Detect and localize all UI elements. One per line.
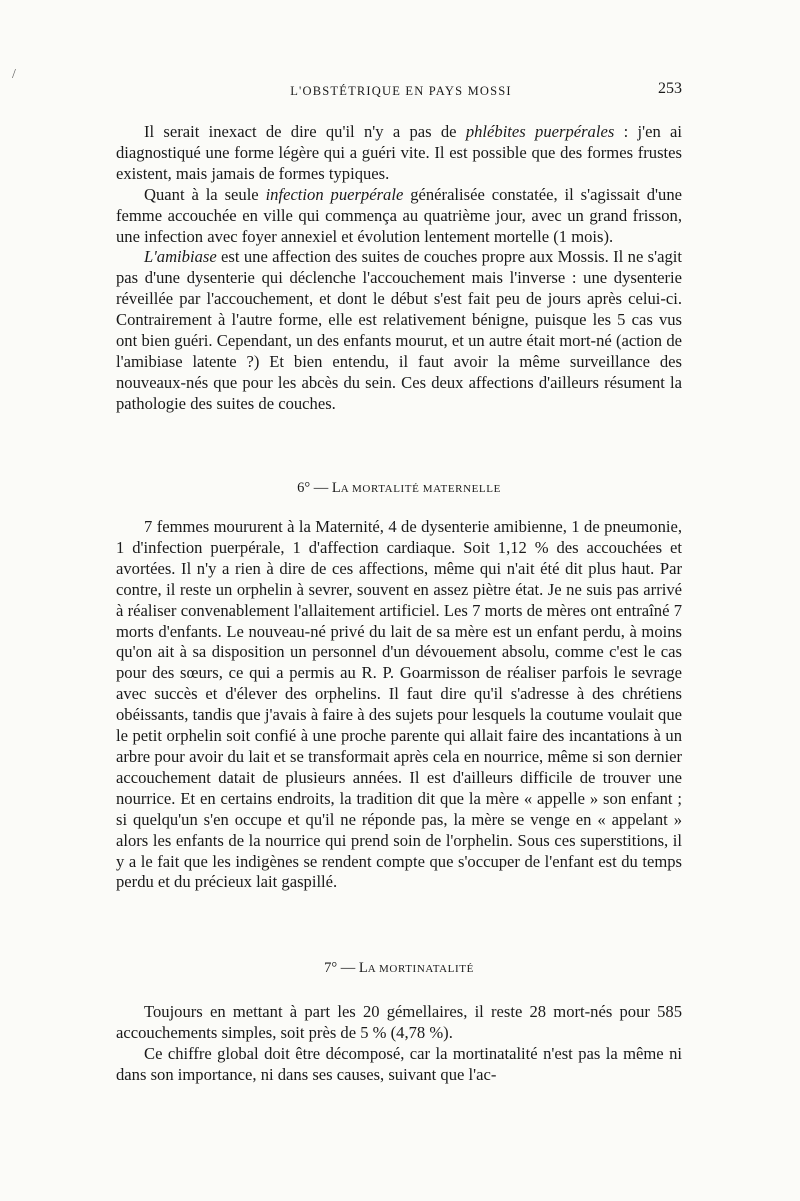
heading-small-caps: A MORTINATALITÉ [367,963,474,975]
section-heading-mortinatalite [116,960,682,977]
paragraph-gemellaires: Toujours en mettant à part les 20 gémellaires, il reste 28 mort-nés pour 585 accouchements simples, soit près de 5 % (4,78 %). [116,1002,682,1042]
running-head: L'OBSTÉTRIQUE EN PAYS MOSSI [290,84,512,98]
heading-dash: — [313,480,329,496]
section-suites-de-couches [116,122,682,415]
section-heading-mortalite [116,480,682,497]
italic-term: L'amibiase [144,247,217,267]
italic-term: infection puerpérale [265,184,404,204]
paragraph-text: est une affection des suites de couches propre aux Mossis. Il ne s'agit pas d'une dysenterie qui déclenche l'accouchement mais l'inverse : une dysenterie réveillée par l'accouchement, et dont le début s'est fait peu de jours après celui-ci. Contrairement à l'autre forme, elle est relativement bénigne, puisque les 5 cas vus ont bien guéri. Cependant, un des enfants mourut, et un autre était mort-né (action de l'amibiase latente ?) Et bien entendu, il faut avoir la même surveillance des nouveaux-nés que pour les abcès du sein. Ces deux affections d'ailleurs résument la pathologie des suites de couches. [116,247,682,413]
section-number: 6° [297,480,311,496]
paragraph-text: généralisée constatée, il s'agissait d'une femme accouchée en ville qui commença au quatrième jour, avec un grand frisson, une infection avec foyer annexiel et évolution lentement mortelle (1 mois). [116,184,682,246]
section-mortalite-body [116,517,682,893]
italic-term: phlébites puerpérales [465,122,615,141]
paragraph-phlebites [116,122,682,185]
section-mortinatalite-body [116,1002,682,1086]
heading-initial: L [358,960,368,976]
paragraph-infection [116,185,682,248]
heading-initial: L [331,480,341,496]
paragraph-amibiase [116,247,682,414]
section-number: 7° [324,960,338,976]
margin-pencil-mark: / [12,67,16,82]
heading-dash: — [340,960,356,976]
paragraph-text: Quant à la seule [144,184,266,204]
paragraph-text: Il serait inexact de dire qu'il n'y a pas de [144,122,466,141]
paragraph-mortalite: 7 femmes moururent à la Maternité, 4 de dysenterie amibienne, 1 de pneumonie, 1 d'infection puerpérale, 1 d'affection cardiaque. Soit 1,12 % des accouchées et avortées. Il n'y a rien à dire de ces affections, même qui n'ait été dit plus haut. Par contre, il reste un orphelin à sevrer, souvent en assez piètre état. Je ne suis pas arrivé à réaliser convenablement l'allaitement artificiel. Les 7 morts de mères ont entraîné 7 morts d'enfants. Le nouveau-né privé du lait de sa mère est un enfant perdu, à moins qu'on ait à sa disposition un personnel d'un dévouement absolu, comme c'est le cas pour des sœurs, ce qui a permis au R. P. Goarmisson de réaliser parfois le sevrage avec succès et d'élever des orphelins. Il faut dire qu'il s'adresse à des chrétiens obéissants, tandis que j'avais à faire à des sujets pour lesquels la coutume voulait que le petit orphelin soit confié à une proche parente qui allait faire des incantations à un arbre pour avoir du lait et se transformait après cela en nourrice, même si son dernier accouchement datait de plusieurs années. Il est d'ailleurs difficile de trouver une nourrice. Et en certains endroits, la tradition dit que la mère « appelle » son enfant ; si quelqu'un s'en occupe et qu'il ne réponde pas, la mère se venge en « appelant » alors les enfants de la nourrice qui prend soin de l'orphelin. Sous ces superstitions, il y a le fait que les indigènes se rendent compte que s'occuper de l'enfant est du temps perdu et du précieux lait gaspillé. [116,517,682,892]
paragraph-text: : j'en ai diagnostiqué une forme légère qui a guéri vite. Il est possible que des formes frustes existent, mais jamais de formes typiques. [116,122,682,183]
heading-small-caps: A MORTALITÉ MATERNELLE [340,483,501,495]
page-number: 253 [658,80,682,97]
paragraph-chiffre-global: Ce chiffre global doit être décomposé, car la mortinatalité n'est pas la même ni dans son importance, ni dans ses causes, suivant que l'ac- [116,1043,682,1084]
